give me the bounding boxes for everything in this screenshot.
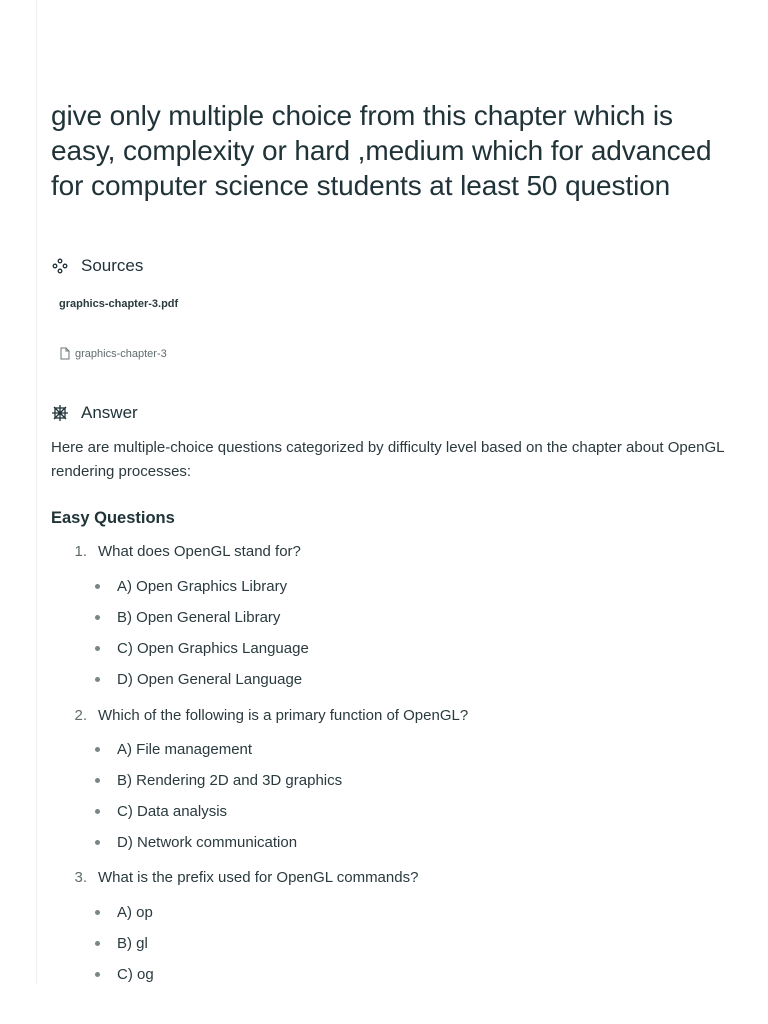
option-text: D) Open General Language: [117, 671, 303, 688]
option-text: B) Open General Library: [117, 609, 281, 626]
bullet-icon: [95, 615, 100, 620]
option-text: A) Open Graphics Library: [117, 578, 288, 595]
answer-icon: [51, 404, 69, 422]
answer-heading: [51, 403, 138, 423]
bullet-icon: [95, 809, 100, 814]
source-file-link[interactable]: [59, 347, 167, 360]
answer-heading-label: Answer: [81, 403, 138, 422]
section-title-easy: Easy Questions: [51, 509, 175, 527]
question-text: Which of the following is a primary function of OpenGL?: [98, 707, 469, 724]
option-item: [95, 772, 342, 789]
option-item: [95, 935, 148, 952]
question-item: [63, 869, 418, 886]
question-item: [63, 543, 301, 560]
query-title: give only multiple choice from this chapter which is easy, complexity or hard ,medium which for advanced for computer science students at least 50 question: [51, 100, 712, 201]
source-file-label: graphics-chapter-3: [75, 347, 167, 360]
bullet-icon: [95, 646, 100, 651]
option-text: C) Data analysis: [117, 803, 228, 820]
bullet-icon: [95, 677, 100, 682]
option-item: [95, 609, 280, 626]
question-number: 1.: [74, 543, 87, 560]
sources-icon: [51, 257, 69, 275]
option-text: B) Rendering 2D and 3D graphics: [117, 772, 343, 789]
question-number: 2.: [74, 707, 87, 724]
question-text: What is the prefix used for OpenGL commands?: [98, 869, 419, 886]
question-item: [63, 707, 468, 724]
option-item: [95, 966, 154, 983]
option-text: D) Network communication: [117, 834, 298, 851]
option-text: C) og: [117, 966, 154, 983]
option-item: [95, 741, 252, 758]
source-card-title[interactable]: graphics-chapter-3.pdf: [59, 298, 179, 310]
option-text: B) gl: [117, 935, 148, 952]
bullet-icon: [95, 778, 100, 783]
question-text: What does OpenGL stand for?: [98, 543, 301, 560]
option-text: A) op: [117, 904, 153, 921]
bullet-icon: [95, 747, 100, 752]
option-text: C) Open Graphics Language: [117, 640, 309, 657]
option-item: [95, 834, 297, 851]
bullet-icon: [95, 972, 100, 977]
option-item: [95, 640, 309, 657]
answer-page: [36, 0, 768, 984]
option-item: [95, 904, 153, 921]
pdf-file-icon: [59, 347, 71, 360]
question-number: 3.: [74, 869, 87, 886]
bullet-icon: [95, 941, 100, 946]
answer-intro: Here are multiple-choice questions categorized by difficulty level based on the chapter about OpenGL rendering processes:: [51, 439, 724, 480]
option-item: [95, 671, 302, 688]
sources-heading: [51, 256, 143, 276]
bullet-icon: [95, 840, 100, 845]
bullet-icon: [95, 584, 100, 589]
option-item: [95, 578, 287, 595]
option-item: [95, 803, 227, 820]
option-text: A) File management: [117, 741, 253, 758]
bullet-icon: [95, 910, 100, 915]
sources-heading-label: Sources: [81, 256, 144, 275]
